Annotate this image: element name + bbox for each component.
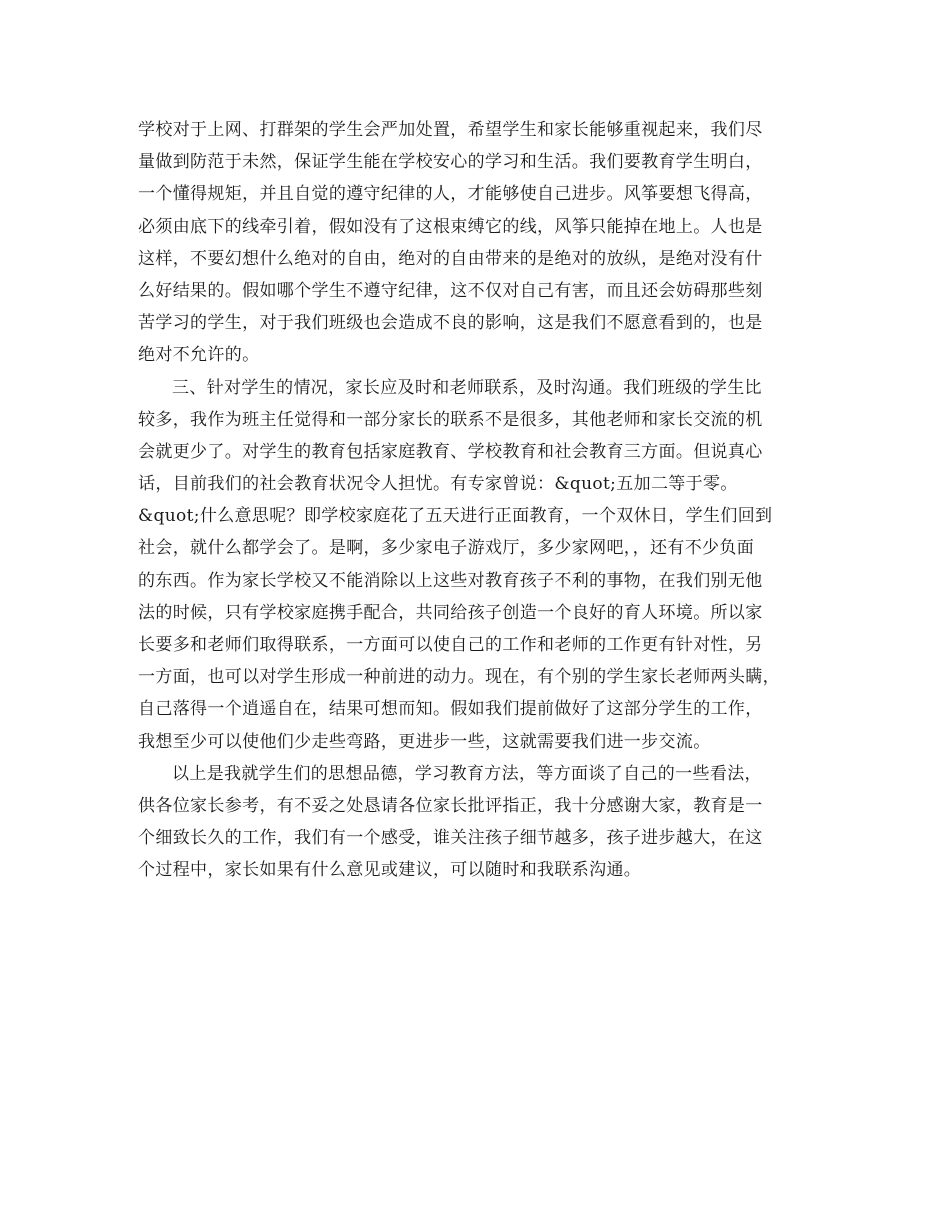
text-line: 量做到防范于未然，保证学生能在学校安心的学习和生活。我们要教育学生明白， [138,152,763,173]
text-line: 社会，就什么都学会了。是啊，多少家电子游戏厅，多少家网吧，，还有不少负面 [138,538,755,559]
document-body [138,114,828,887]
text-line: 会就更少了。对学生的教育包括家庭教育、学校教育和社会教育三方面。但说真心 [138,441,763,462]
text-line: 绝对不允许的。 [138,345,260,366]
text-line: 供各位家长参考，有不妥之处恳请各位家长批评指正，我十分感谢大家，教育是一 [138,795,763,816]
text-line: 个过程中，家长如果有什么意见或建议，可以随时和我联系沟通。 [138,860,642,881]
text-line: 长要多和老师们取得联系，一方面可以使自己的工作和老师的工作更有针对性，另 [138,635,763,655]
paragraph-parent-communication [138,372,828,758]
text-line: 学校对于上网、打群架的学生会严加处置，希望学生和家长能够重视起来，我们尽 [138,120,763,140]
text-line: 较多，我作为班主任觉得和一部分家长的联系不是很多，其他老师和家长交流的机 [138,409,763,430]
text-line: 个细致长久的工作，我们有一个感受，谁关注孩子细节越多，孩子进步越大，在这 [138,828,763,849]
text-line: 一个懂得规矩，并且自觉的遵守纪律的人，才能够使自己进步。风筝要想飞得高， [138,184,763,205]
text-line: 苦学习的学生，对于我们班级也会造成不良的影响，这是我们不愿意看到的，也是 [138,313,763,334]
text-line: 么好结果的。假如哪个学生不遵守纪律，这不仅对自己有害，而且还会妨碍那些刻 [138,280,763,301]
text-line: 我想至少可以使他们少走些弯路，更进步一些，这就需要我们进一步交流。 [138,731,711,752]
text-line: 一方面，也可以对学生形成一种前进的动力。现在，有个别的学生家长老师两头瞒， [138,667,780,688]
text-line: 话，目前我们的社会教育状况令人担忧。有专家曾说：&quot;五加二等于零。 [138,474,738,495]
text-line: 的东西。作为家长学校又不能消除以上这些对教育孩子不利的事物，在我们别无他 [138,570,763,591]
text-line: 自己落得一个逍遥自在，结果可想而知。假如我们提前做好了这部分学生的工作， [138,699,763,720]
text-line: 这样，不要幻想什么绝对的自由，绝对的自由带来的是绝对的放纵，是绝对没有什 [138,248,763,269]
text-line: 必须由底下的线牵引着，假如没有了这根束缚它的线，风筝只能掉在地上。人也是 [138,216,763,237]
text-line-first: 三、针对学生的情况，家长应及时和老师联系，及时沟通。我们班级的学生比 [172,377,762,398]
text-line: &quot;什么意思呢？即学校家庭花了五天进行正面教育，一个双休日，学生们回到 [138,506,773,527]
text-line: 法的时候，只有学校家庭携手配合，共同给孩子创造一个良好的育人环境。所以家 [138,602,763,623]
text-line-first: 以上是我就学生们的思想品德，学习教育方法，等方面谈了自己的一些看法， [172,763,762,784]
paragraph-conclusion [138,758,828,887]
paragraph-discipline [138,114,828,372]
